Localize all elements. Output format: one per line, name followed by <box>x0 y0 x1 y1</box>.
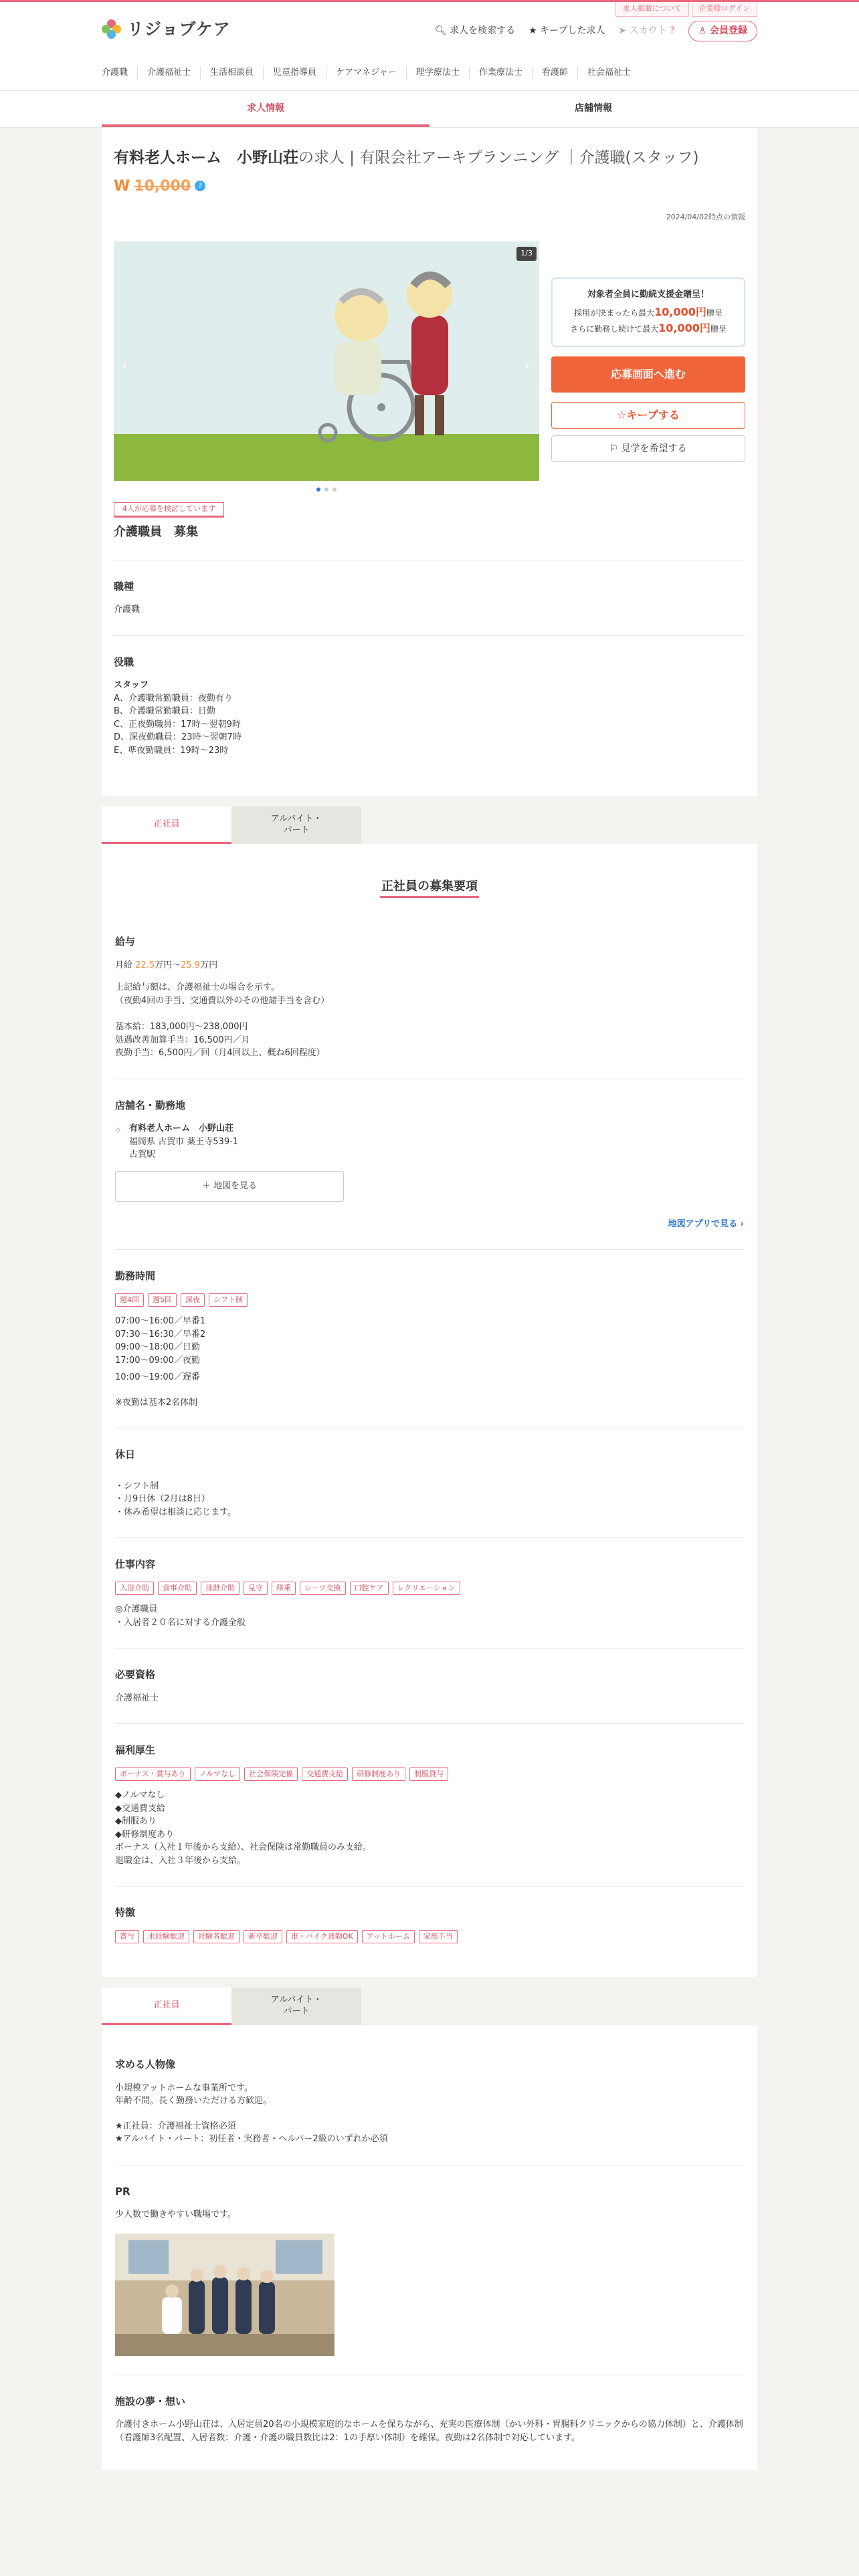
tab-full-time[interactable]: 正社員 <box>102 1988 231 2025</box>
job-summary-card <box>102 128 757 796</box>
care-illustration <box>114 241 539 481</box>
work-tag: 見守 <box>244 1582 268 1596</box>
employment-tabs <box>102 807 757 844</box>
welfare-block: 福利厚生 ボーナス・賞与あり ノルマなし 社会保険完備 交通費支給 研修制度あり 制服貸与 ◆ノルマなし ◆交通費支給 ◆制服あり ◆研修制度あり ボーナス（入社１年後から支給）、社会保険は常勤職員のみ支給。 退職金は、入社３年後から支給。 <box>115 1724 744 1887</box>
common-info <box>102 2025 757 2470</box>
shop-station: 古賀駅 <box>129 1150 156 1160</box>
view-map-button[interactable]: ＋ 地図を見る <box>115 1171 344 1202</box>
section-title: 正社員の募集要項 <box>115 877 744 895</box>
site-header <box>0 2 859 91</box>
welfare-tag: ノルマなし <box>195 1767 241 1782</box>
tab-part-time[interactable]: アルバイト・ パート <box>231 1988 361 2025</box>
welfare-tag: 社会保険完備 <box>244 1767 298 1782</box>
shop-address: 福岡県 古賀市 薬王寺539-1 <box>129 1136 239 1147</box>
occupation-block: 職種 介護職 <box>114 560 745 636</box>
user-icon: ♙ <box>698 25 707 36</box>
apply-button[interactable]: 応募画面へ進む <box>551 356 745 393</box>
listing-info-link[interactable]: 求人掲載について <box>615 2 689 17</box>
logo-flower-icon <box>102 19 122 39</box>
visit-request-button[interactable]: ⚐ 見学を希望する <box>551 435 745 462</box>
welfare-tag: 制服貸与 <box>409 1767 448 1782</box>
work-tag: シーツ交換 <box>300 1582 346 1596</box>
category-link[interactable]: 理学療法士 <box>407 66 470 80</box>
hours-tag: 週5回 <box>148 1293 177 1307</box>
staff-photo <box>115 2234 335 2356</box>
wage-mark: W <box>114 177 130 195</box>
work-tag: 移乗 <box>272 1582 296 1596</box>
job-title: 有料老人ホーム 小野山荘の求人 | 有限会社アーキプランニング ｜介護職(スタッフ) <box>114 149 699 167</box>
feature-tag: 未経験歓迎 <box>143 1930 189 1944</box>
category-link[interactable]: 社会福祉士 <box>587 68 631 78</box>
category-nav <box>102 66 640 80</box>
considering-badge: 4人が応募を検討しています <box>114 502 224 518</box>
location-block: 店舗名・勤務地 ⌖ 有料老人ホーム 小野山荘 福岡県 古賀市 薬王寺539-1 古賀駅 ＋ 地図を見る 地図アプリで見る › <box>115 1079 744 1251</box>
holiday-block: 休日 ・シフト制 ・月9日休（2月は8日） ・休み希望は相談に応じます。 <box>115 1428 744 1538</box>
recruit-title: 介護職員 募集 <box>114 523 745 560</box>
role-block: 役職 スタッフ A、介護職常勤職員：夜勤有り B、介護職常勤職員：日勤 C、正夜勤職員：17時〜翌朝9時 D、深夜勤職員：23時〜翌朝7時 E、準夜勤職員：19時〜23時 <box>114 655 242 756</box>
keep-button[interactable]: ☆キープする <box>551 402 745 429</box>
chevron-right-icon: › <box>740 1218 744 1229</box>
welfare-tag: 研修制度あり <box>352 1767 405 1782</box>
tab-part-time[interactable]: アルバイト・ パート <box>231 807 361 844</box>
employment-tabs-2 <box>102 1988 757 2025</box>
paper-plane-icon: ➤ <box>618 25 627 36</box>
pr-block: PR 少人数で働きやすい職場です。 <box>115 2165 744 2375</box>
work-tag: レクリエーション <box>393 1582 460 1596</box>
full-time-requirements <box>102 844 757 1977</box>
kept-jobs-link[interactable]: ★ キープした求人 <box>529 25 605 36</box>
help-icon: ? <box>670 25 675 36</box>
work-tag: 排泄介助 <box>201 1582 240 1596</box>
hours-tag: 週4回 <box>115 1293 144 1307</box>
photo-dot[interactable] <box>324 488 328 492</box>
feature-tag: 家族手当 <box>419 1930 458 1944</box>
photo-dot[interactable] <box>332 488 337 492</box>
ideal-person-block: 求める人物像 小規模アットホームな事業所です。 年齢不問。長く勤務いただける方歓迎。 ★正社員：介護福祉士資格必須 ★アルバイト・パート：初任者・実務者・ヘルパー2級のいずれか必須 <box>115 2038 744 2165</box>
feature-block: 特徴 賞与 未経験歓迎 経験者歓迎 新卒歓迎 車・バイク通勤OK アットホーム 家族手当 <box>115 1887 744 1970</box>
map-pin-icon: ⌖ <box>115 1123 122 1136</box>
hours-tag: シフト制 <box>209 1293 248 1307</box>
shop-name: 有料老人ホーム 小野山荘 <box>129 1123 234 1134</box>
search-icon: 🔍︎ <box>434 25 447 36</box>
header-nav <box>435 21 757 41</box>
tab-full-time[interactable]: 正社員 <box>102 807 231 844</box>
qualification-block: 必要資格 介護福祉士 <box>115 1648 744 1724</box>
category-link[interactable]: 児童指導員 <box>264 66 326 80</box>
feature-tag: アットホーム <box>362 1930 415 1944</box>
tab-job-info[interactable]: 求人情報 <box>102 91 430 127</box>
welfare-tag: ボーナス・賞与あり <box>115 1767 191 1782</box>
logo-text: リジョブケア <box>127 19 231 39</box>
help-icon[interactable]: ? <box>195 181 205 191</box>
hours-tag: 深夜 <box>181 1293 205 1307</box>
salary-block: 給与 月給 22.5万円〜25.9万円 上記給与額は、介護福祉士の場合を示す。 （夜勤4回の手当、交通費以外のその他諸手当を含む） 基本給：183,000円〜238,000円 処遇改善加算手当：16,500円／月 夜勤手当：6,500円／回（月4回以上、概ね6回程度） <box>115 916 744 1079</box>
next-photo-icon[interactable]: › <box>524 357 530 373</box>
welfare-tag: 交通費支給 <box>302 1767 348 1782</box>
feature-tag: 経験者歓迎 <box>193 1930 240 1944</box>
work-tag: 食事介助 <box>158 1582 197 1596</box>
work-tag: 口腔ケア <box>350 1582 389 1596</box>
map-app-link[interactable]: 地図アプリで見る › <box>668 1218 744 1229</box>
category-link[interactable]: 作業療法士 <box>470 66 533 80</box>
bonus-promo: 対象者全員に勤続支援金贈呈！ 採用が決まったら最大10,000円贈呈 さらに勤務し続けて最大10,000円贈呈 <box>551 278 745 347</box>
wage-amount: 10,000 <box>134 177 191 195</box>
site-logo[interactable] <box>102 17 231 42</box>
work-block: 仕事内容 入浴介助 食事介助 排泄介助 見守 移乗 シーツ交換 口腔ケア レクリエーション ◎介護職員 ・入居者２０名に対する介護全般 <box>115 1538 744 1648</box>
feature-tag: 賞与 <box>115 1930 139 1944</box>
wage-badge <box>114 175 745 197</box>
page-tabs <box>0 91 859 128</box>
work-tag: 入浴介助 <box>115 1582 154 1596</box>
company-login-link[interactable]: 企業様ログイン <box>692 2 757 17</box>
hours-block: 勤務時間 週4回 週5回 深夜 シフト制 07:00〜16:00／早番1 07:30〜16:30／早番2 09:00〜18:00／日勤 17:00〜09:00／夜勤 10:00〜19:00／遅番 ※夜勤は基本2名体制 <box>115 1250 744 1428</box>
apply-sidebar <box>551 241 745 492</box>
category-link[interactable]: 生活相談員 <box>201 66 264 80</box>
photo-dot[interactable] <box>316 488 320 492</box>
updated-date: 2024/04/02時点の情報 <box>666 212 745 221</box>
prev-photo-icon[interactable]: ‹ <box>122 357 127 373</box>
register-button[interactable]: ♙ 会員登録 <box>688 21 757 41</box>
category-link[interactable]: ケアマネジャー <box>326 66 407 80</box>
tab-shop-info[interactable]: 店舗情報 <box>575 103 612 114</box>
flag-icon: ⚐ <box>609 443 619 454</box>
header-small-links <box>613 2 757 17</box>
category-link[interactable]: 介護福祉士 <box>138 66 201 80</box>
star-icon: ★ <box>529 25 537 36</box>
category-link[interactable]: 看護師 <box>533 66 578 80</box>
feature-tag: 車・バイク通勤OK <box>286 1930 358 1944</box>
search-jobs-link[interactable]: 🔍︎ 求人を検索する <box>434 25 516 36</box>
job-photo[interactable] <box>114 241 539 481</box>
photo-dots <box>114 488 539 492</box>
category-link[interactable]: 介護職 <box>102 66 138 80</box>
scout-link[interactable]: ➤ スカウト ? <box>618 25 675 36</box>
dream-block: 施設の夢・想い 介護付きホーム小野山荘は、入居定員20名の小規模家庭的なホームを保ちながら、充実の医療体制（かい外科・胃腸科クリニックからの協力体制）と、介護体制（看護師3名配置、入居者数：介護・介護の職員数比は2：1の手厚い体制）を確保。夜勤は2名体制で対応しています。 <box>115 2395 743 2443</box>
staff-group-image <box>115 2234 335 2356</box>
photo-counter: 1/3 <box>516 247 537 261</box>
feature-tag: 新卒歓迎 <box>244 1930 282 1944</box>
